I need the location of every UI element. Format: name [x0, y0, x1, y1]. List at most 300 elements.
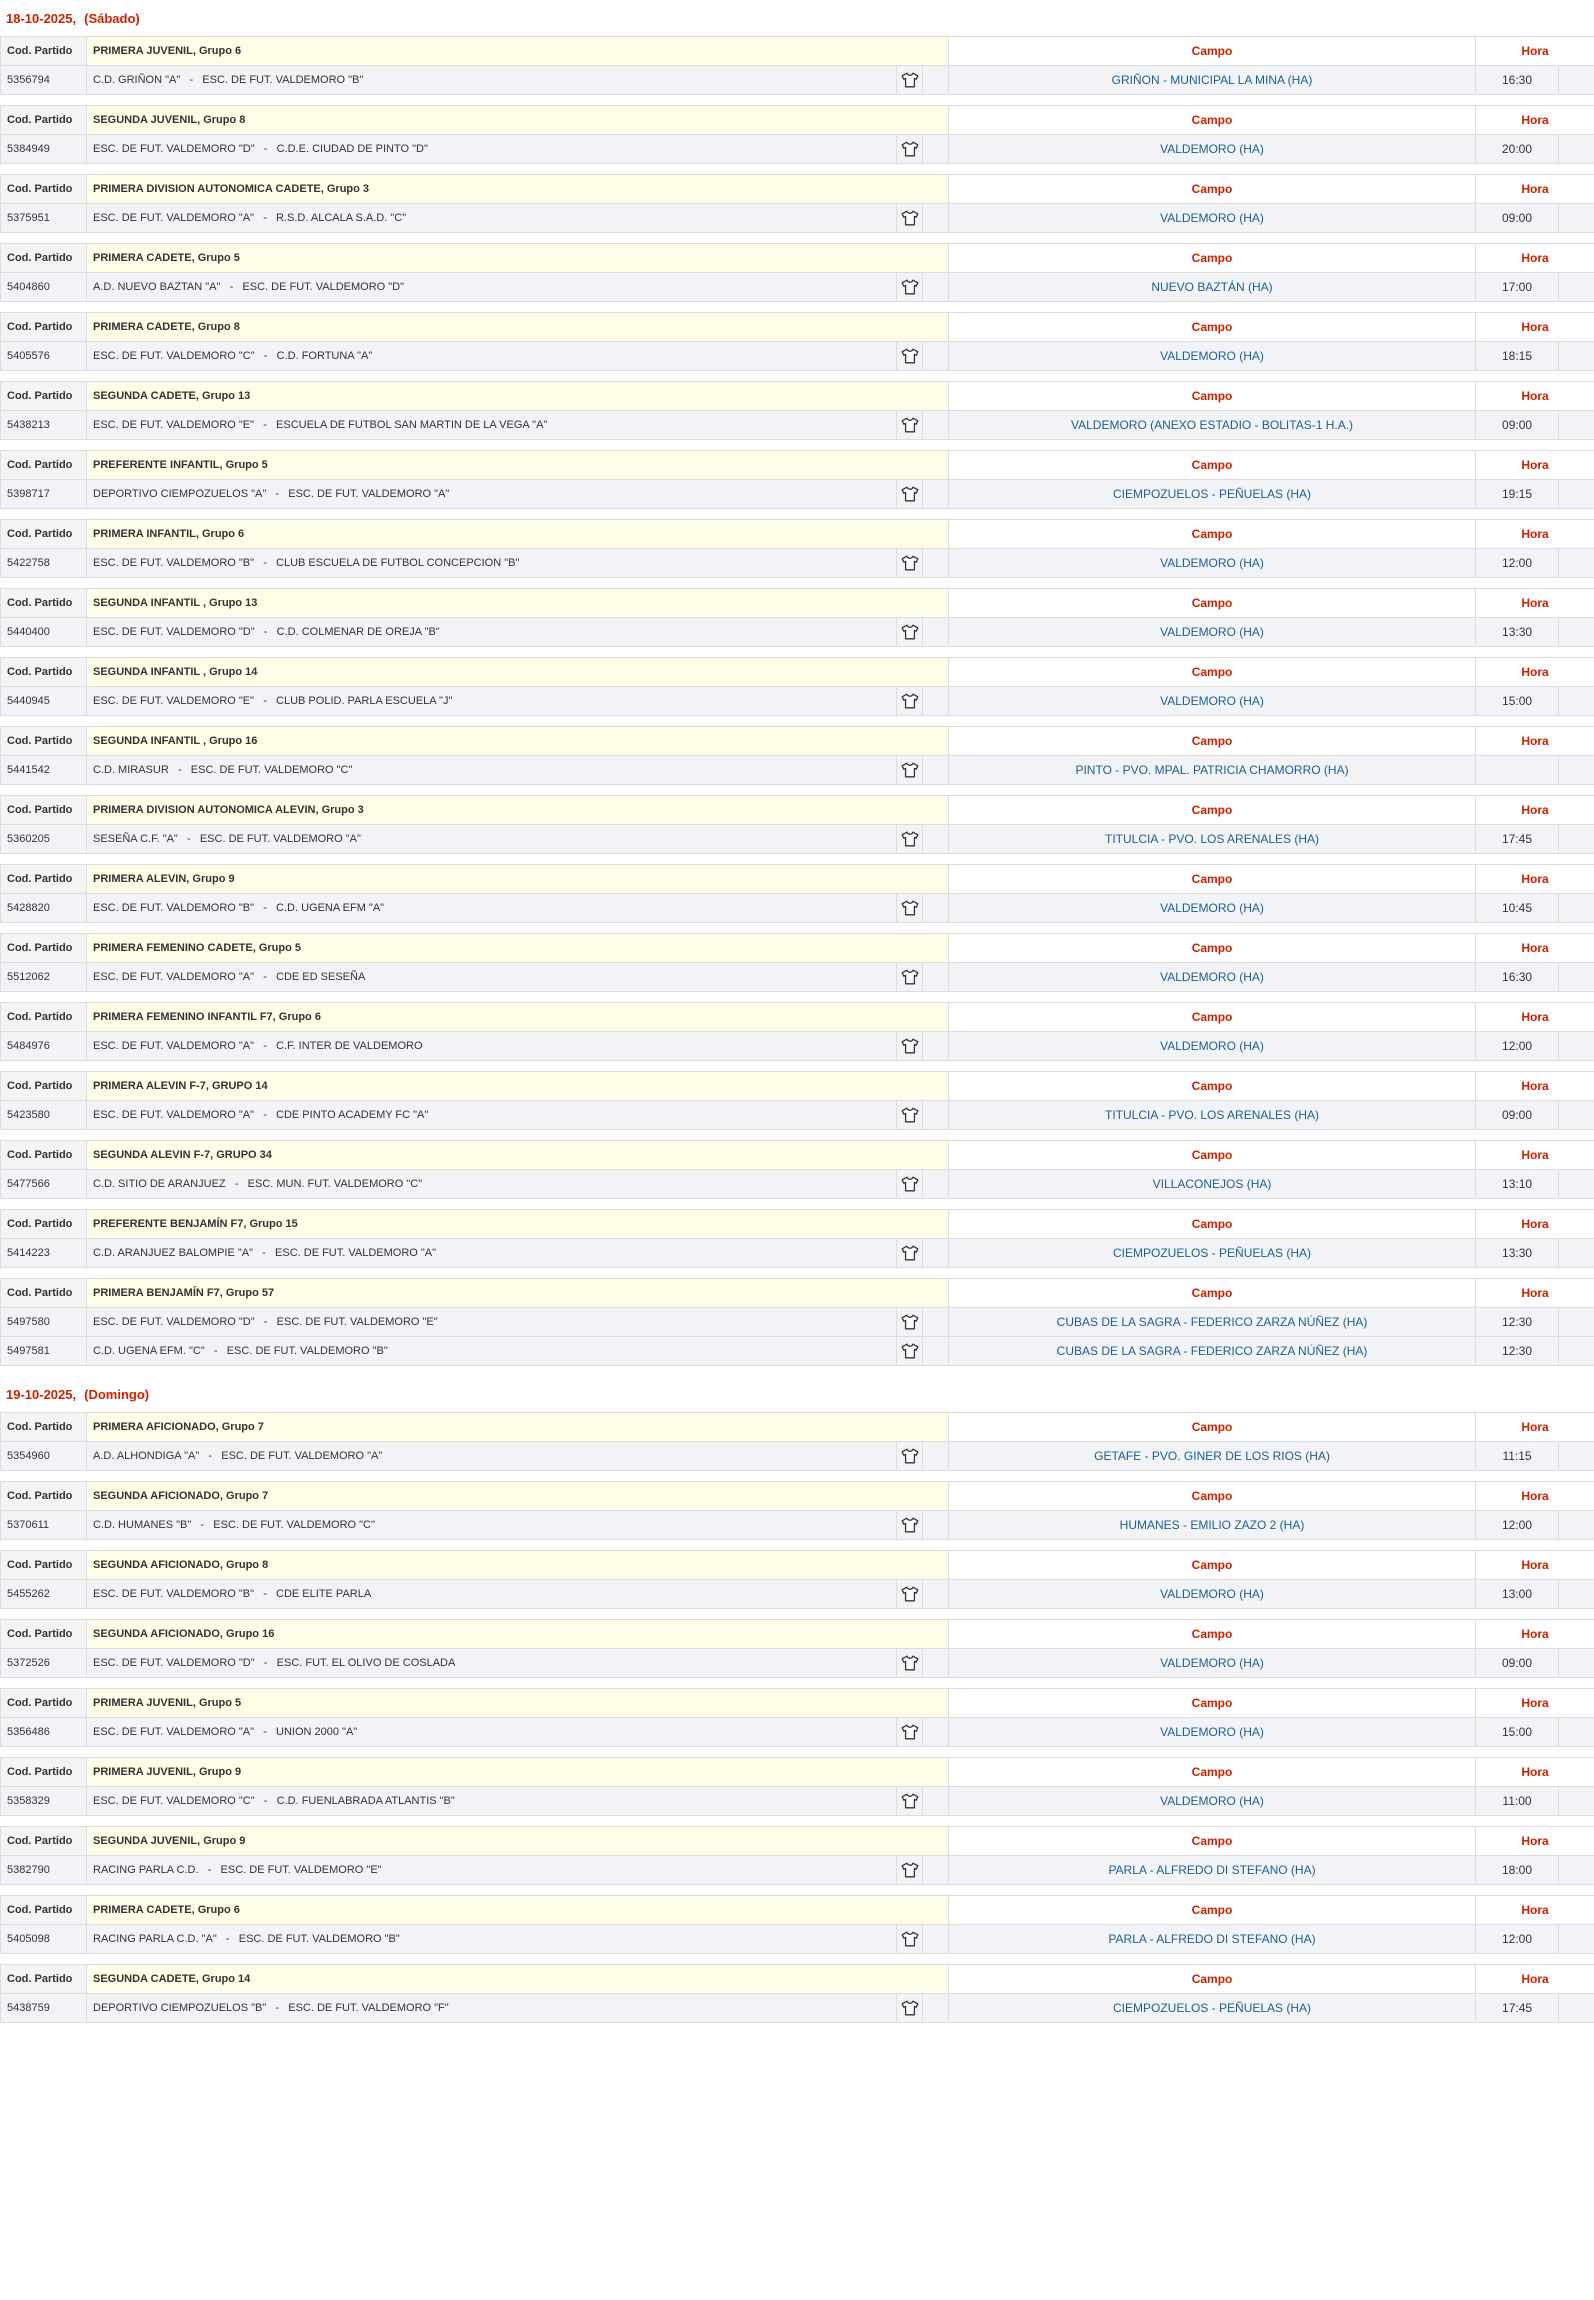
shirt-icon[interactable] — [897, 273, 923, 302]
match-table — [0, 795, 1594, 854]
day-name: (Sábado) — [84, 11, 140, 26]
group-header-row — [1, 1413, 1594, 1442]
campo-link[interactable]: VALDEMORO (HA) — [949, 1649, 1476, 1678]
match-teams[interactable] — [87, 1170, 897, 1199]
match-group — [0, 243, 1594, 302]
category-title[interactable]: PRIMERA CADETE, Grupo 5 — [87, 244, 949, 273]
home-team: ESC. DE FUT. VALDEMORO "C" — [93, 350, 255, 362]
shirt-icon[interactable] — [897, 1649, 923, 1678]
shirt-icon[interactable] — [897, 1856, 923, 1885]
match-code: 5360205 — [1, 825, 87, 854]
category-title[interactable]: PRIMERA ALEVIN, Grupo 9 — [87, 865, 949, 894]
match-table — [0, 36, 1594, 95]
empty-trailing-cell — [1559, 618, 1594, 647]
shirt-icon[interactable] — [897, 1032, 923, 1061]
match-row — [1, 894, 1594, 923]
away-team: ESC. DE FUT. VALDEMORO "E" — [220, 1864, 382, 1876]
shirt-icon[interactable] — [897, 963, 923, 992]
match-code: 5354960 — [1, 1442, 87, 1471]
empty-trailing-cell — [1559, 342, 1594, 371]
empty-cell — [923, 1925, 949, 1954]
group-header-row — [1, 313, 1594, 342]
category-title[interactable]: PRIMERA CADETE, Grupo 8 — [87, 313, 949, 342]
match-table — [0, 381, 1594, 440]
campo-link[interactable]: CIEMPOZUELOS - PEÑUELAS (HA) — [949, 1239, 1476, 1268]
team-separator: - — [263, 1316, 268, 1328]
empty-cell — [923, 204, 949, 233]
match-table — [0, 1550, 1594, 1609]
team-separator: - — [263, 1588, 267, 1600]
match-time: 12:00 — [1476, 1925, 1559, 1954]
hora-header: Hora — [1476, 1620, 1594, 1649]
match-teams[interactable] — [87, 1580, 897, 1609]
match-code: 5414223 — [1, 1239, 87, 1268]
cod-partido-header: Cod. Partido — [1, 1896, 87, 1925]
shirt-icon[interactable] — [897, 825, 923, 854]
shirt-icon[interactable] — [897, 1511, 923, 1540]
team-separator: - — [263, 143, 268, 155]
empty-cell — [923, 963, 949, 992]
match-time: 17:45 — [1476, 1994, 1559, 2023]
match-table — [0, 1895, 1594, 1954]
match-time: 13:10 — [1476, 1170, 1559, 1199]
cod-partido-header: Cod. Partido — [1, 1551, 87, 1580]
category-title[interactable]: PRIMERA FEMENINO INFANTIL F7, Grupo 6 — [87, 1003, 949, 1032]
campo-link[interactable]: TITULCIA - PVO. LOS ARENALES (HA) — [949, 1101, 1476, 1130]
match-row — [1, 687, 1594, 716]
shirt-icon[interactable] — [897, 1994, 923, 2023]
match-time: 09:00 — [1476, 1101, 1559, 1130]
shirt-icon[interactable] — [897, 756, 923, 785]
campo-link[interactable]: VALDEMORO (HA) — [949, 618, 1476, 647]
match-row — [1, 1170, 1594, 1199]
match-teams[interactable] — [87, 1649, 897, 1678]
away-team: C.D. FUENLABRADA ATLANTIS "B" — [276, 1795, 455, 1807]
campo-link[interactable]: VALDEMORO (HA) — [949, 963, 1476, 992]
shirt-icon[interactable] — [897, 480, 923, 509]
hora-header: Hora — [1476, 1141, 1594, 1170]
campo-link[interactable]: PINTO - PVO. MPAL. PATRICIA CHAMORRO (HA) — [949, 756, 1476, 785]
away-team: CDE ED SESEÑA — [276, 971, 366, 983]
group-header-row — [1, 1141, 1594, 1170]
team-separator: - — [187, 833, 191, 845]
match-code: 5356794 — [1, 66, 87, 95]
match-teams[interactable] — [87, 342, 897, 371]
shirt-icon[interactable] — [897, 618, 923, 647]
shirt-icon[interactable] — [897, 1787, 923, 1816]
campo-link[interactable]: VALDEMORO (HA) — [949, 1032, 1476, 1061]
empty-cell — [923, 1511, 949, 1540]
match-teams[interactable] — [87, 1856, 897, 1885]
category-title[interactable]: SEGUNDA AFICIONADO, Grupo 7 — [87, 1482, 949, 1511]
campo-link[interactable]: HUMANES - EMILIO ZAZO 2 (HA) — [949, 1511, 1476, 1540]
match-teams[interactable] — [87, 549, 897, 578]
shirt-icon[interactable] — [897, 1101, 923, 1130]
shirt-icon[interactable] — [897, 204, 923, 233]
match-time: 18:00 — [1476, 1856, 1559, 1885]
match-teams[interactable] — [87, 687, 897, 716]
empty-cell — [923, 342, 949, 371]
away-team: R.S.D. ALCALA S.A.D. "C" — [276, 212, 407, 224]
category-title[interactable]: PRIMERA FEMENINO CADETE, Grupo 5 — [87, 934, 949, 963]
empty-cell — [923, 1856, 949, 1885]
group-header-row — [1, 865, 1594, 894]
match-time: 09:00 — [1476, 204, 1559, 233]
cod-partido-header: Cod. Partido — [1, 1482, 87, 1511]
category-title[interactable]: PREFERENTE INFANTIL, Grupo 5 — [87, 451, 949, 480]
match-table — [0, 519, 1594, 578]
campo-link[interactable]: VALDEMORO (HA) — [949, 894, 1476, 923]
campo-header: Campo — [949, 1689, 1476, 1718]
empty-trailing-cell — [1559, 273, 1594, 302]
team-separator: - — [263, 626, 268, 638]
match-group — [0, 1412, 1594, 1471]
cod-partido-header: Cod. Partido — [1, 1689, 87, 1718]
match-group — [0, 1619, 1594, 1678]
shirt-icon[interactable] — [897, 411, 923, 440]
day-groups — [0, 1412, 1594, 2023]
group-header-row — [1, 1551, 1594, 1580]
away-team: ESC. DE FUT. VALDEMORO "E" — [276, 1316, 438, 1328]
category-title[interactable]: SEGUNDA AFICIONADO, Grupo 16 — [87, 1620, 949, 1649]
match-table — [0, 1757, 1594, 1816]
home-team: ESC. DE FUT. VALDEMORO "A" — [93, 1040, 255, 1052]
group-header-row — [1, 1482, 1594, 1511]
shirt-icon[interactable] — [897, 1718, 923, 1747]
match-row — [1, 1337, 1594, 1366]
campo-link[interactable]: CUBAS DE LA SAGRA - FEDERICO ZARZA NÚÑEZ (HA) — [949, 1337, 1476, 1366]
match-teams[interactable] — [87, 135, 897, 164]
shirt-icon[interactable] — [897, 1580, 923, 1609]
team-separator: - — [263, 971, 267, 983]
campo-link[interactable]: VALDEMORO (HA) — [949, 342, 1476, 371]
cod-partido-header: Cod. Partido — [1, 1965, 87, 1994]
shirt-icon[interactable] — [897, 1239, 923, 1268]
match-group — [0, 36, 1594, 95]
match-teams[interactable] — [87, 411, 897, 440]
category-title[interactable]: SEGUNDA JUVENIL, Grupo 8 — [87, 106, 949, 135]
match-teams[interactable] — [87, 480, 897, 509]
shirt-icon[interactable] — [897, 342, 923, 371]
campo-link[interactable]: VALDEMORO (HA) — [949, 1718, 1476, 1747]
group-header-row — [1, 1620, 1594, 1649]
empty-trailing-cell — [1559, 1170, 1594, 1199]
campo-link[interactable]: VALDEMORO (HA) — [949, 204, 1476, 233]
match-teams[interactable] — [87, 1101, 897, 1130]
category-title[interactable]: SEGUNDA INFANTIL , Grupo 16 — [87, 727, 949, 756]
campo-link[interactable]: VALDEMORO (HA) — [949, 687, 1476, 716]
campo-header: Campo — [949, 1279, 1476, 1308]
category-title[interactable]: SEGUNDA AFICIONADO, Grupo 8 — [87, 1551, 949, 1580]
match-table — [0, 1002, 1594, 1061]
match-teams[interactable] — [87, 618, 897, 647]
category-title[interactable]: PRIMERA JUVENIL, Grupo 9 — [87, 1758, 949, 1787]
match-time: 20:00 — [1476, 135, 1559, 164]
match-code: 5497580 — [1, 1308, 87, 1337]
match-table — [0, 1481, 1594, 1540]
team-separator: - — [200, 1519, 205, 1531]
category-title[interactable]: PRIMERA CADETE, Grupo 6 — [87, 1896, 949, 1925]
category-title[interactable]: SEGUNDA CADETE, Grupo 13 — [87, 382, 949, 411]
category-title[interactable]: PRIMERA INFANTIL, Grupo 6 — [87, 520, 949, 549]
team-separator: - — [275, 488, 280, 500]
match-teams[interactable] — [87, 756, 897, 785]
shirt-icon[interactable] — [897, 1925, 923, 1954]
category-title[interactable]: SEGUNDA INFANTIL , Grupo 13 — [87, 589, 949, 618]
match-time: 13:30 — [1476, 618, 1559, 647]
day-date: 18-10-2025, — [6, 11, 77, 26]
empty-trailing-cell — [1559, 963, 1594, 992]
home-team: C.D. ARANJUEZ BALOMPIE "A" — [93, 1247, 254, 1259]
match-row — [1, 1718, 1594, 1747]
match-code: 5375951 — [1, 204, 87, 233]
match-time: 11:15 — [1476, 1442, 1559, 1471]
empty-cell — [923, 1032, 949, 1061]
match-teams[interactable] — [87, 1994, 897, 2023]
empty-cell — [923, 1787, 949, 1816]
hora-header: Hora — [1476, 37, 1594, 66]
campo-header: Campo — [949, 1072, 1476, 1101]
empty-trailing-cell — [1559, 1580, 1594, 1609]
category-title[interactable]: SEGUNDA ALEVIN F-7, GRUPO 34 — [87, 1141, 949, 1170]
match-teams[interactable] — [87, 273, 897, 302]
match-row — [1, 411, 1594, 440]
match-time: 12:00 — [1476, 549, 1559, 578]
campo-header: Campo — [949, 1965, 1476, 1994]
home-team: C.D. UGENA EFM. "C" — [93, 1345, 205, 1357]
cod-partido-header: Cod. Partido — [1, 451, 87, 480]
cod-partido-header: Cod. Partido — [1, 1279, 87, 1308]
category-title[interactable]: PRIMERA BENJAMÍN F7, Grupo 57 — [87, 1279, 949, 1308]
campo-header: Campo — [949, 1210, 1476, 1239]
team-separator: - — [189, 74, 194, 86]
match-teams[interactable] — [87, 66, 897, 95]
match-teams[interactable] — [87, 1032, 897, 1061]
match-teams[interactable] — [87, 1787, 897, 1816]
campo-link[interactable]: PARLA - ALFREDO DI STEFANO (HA) — [949, 1925, 1476, 1954]
match-teams[interactable] — [87, 1442, 897, 1471]
match-teams[interactable] — [87, 825, 897, 854]
match-row — [1, 66, 1594, 95]
home-team: ESC. DE FUT. VALDEMORO "D" — [93, 1316, 255, 1328]
category-title[interactable]: SEGUNDA CADETE, Grupo 14 — [87, 1965, 949, 1994]
category-title[interactable]: SEGUNDA JUVENIL, Grupo 9 — [87, 1827, 949, 1856]
empty-trailing-cell — [1559, 1308, 1594, 1337]
match-group — [0, 933, 1594, 992]
team-separator: - — [207, 1864, 212, 1876]
category-title[interactable]: PRIMERA ALEVIN F-7, GRUPO 14 — [87, 1072, 949, 1101]
campo-link[interactable]: VALDEMORO (HA) — [949, 549, 1476, 578]
campo-header: Campo — [949, 1141, 1476, 1170]
home-team: ESC. DE FUT. VALDEMORO "B" — [93, 557, 255, 569]
campo-link[interactable]: VILLACONEJOS (HA) — [949, 1170, 1476, 1199]
away-team: ESC. MUN. FUT. VALDEMORO "C" — [247, 1178, 423, 1190]
group-header-row — [1, 727, 1594, 756]
match-teams[interactable] — [87, 1511, 897, 1540]
match-table — [0, 105, 1594, 164]
team-separator: - — [263, 902, 267, 914]
home-team: ESC. DE FUT. VALDEMORO "A" — [93, 1726, 255, 1738]
group-header-row — [1, 1279, 1594, 1308]
match-teams[interactable] — [87, 1308, 897, 1337]
shirt-icon[interactable] — [897, 1442, 923, 1471]
empty-trailing-cell — [1559, 1101, 1594, 1130]
category-title[interactable]: PRIMERA AFICIONADO, Grupo 7 — [87, 1413, 949, 1442]
home-team: RACING PARLA C.D. "A" — [93, 1933, 217, 1945]
cod-partido-header: Cod. Partido — [1, 1072, 87, 1101]
match-code: 5356486 — [1, 1718, 87, 1747]
cod-partido-header: Cod. Partido — [1, 244, 87, 273]
empty-cell — [923, 1239, 949, 1268]
hora-header: Hora — [1476, 589, 1594, 618]
category-title[interactable]: PREFERENTE BENJAMÍN F7, Grupo 15 — [87, 1210, 949, 1239]
shirt-icon[interactable] — [897, 549, 923, 578]
category-title[interactable]: PRIMERA JUVENIL, Grupo 5 — [87, 1689, 949, 1718]
hora-header: Hora — [1476, 658, 1594, 687]
group-header-row — [1, 382, 1594, 411]
away-team: ESC. DE FUT. VALDEMORO "A" — [275, 1247, 437, 1259]
match-teams[interactable] — [87, 894, 897, 923]
match-row — [1, 1994, 1594, 2023]
campo-link[interactable]: VALDEMORO (HA) — [949, 135, 1476, 164]
group-header-row — [1, 1827, 1594, 1856]
team-separator: - — [262, 1247, 266, 1259]
home-team: A.D. NUEVO BAZTAN "A" — [93, 281, 221, 293]
hora-header: Hora — [1476, 1413, 1594, 1442]
shirt-icon[interactable] — [897, 1308, 923, 1337]
hora-header: Hora — [1476, 1827, 1594, 1856]
campo-link[interactable]: NUEVO BAZTÁN (HA) — [949, 273, 1476, 302]
match-time: 12:00 — [1476, 1032, 1559, 1061]
category-title[interactable]: PRIMERA JUVENIL, Grupo 6 — [87, 37, 949, 66]
home-team: C.D. HUMANES "B" — [93, 1519, 192, 1531]
empty-cell — [923, 273, 949, 302]
match-teams[interactable] — [87, 1337, 897, 1366]
empty-trailing-cell — [1559, 687, 1594, 716]
shirt-icon[interactable] — [897, 1170, 923, 1199]
empty-trailing-cell — [1559, 549, 1594, 578]
campo-header: Campo — [949, 934, 1476, 963]
shirt-icon[interactable] — [897, 687, 923, 716]
hora-header: Hora — [1476, 1210, 1594, 1239]
match-table — [0, 1964, 1594, 2023]
campo-link[interactable]: CUBAS DE LA SAGRA - FEDERICO ZARZA NÚÑEZ (HA) — [949, 1308, 1476, 1337]
day-header — [0, 1376, 1594, 1412]
shirt-icon[interactable] — [897, 135, 923, 164]
empty-trailing-cell — [1559, 1511, 1594, 1540]
group-header-row — [1, 520, 1594, 549]
cod-partido-header: Cod. Partido — [1, 1210, 87, 1239]
match-teams[interactable] — [87, 1239, 897, 1268]
match-table — [0, 1209, 1594, 1268]
match-table — [0, 1619, 1594, 1678]
shirt-icon[interactable] — [897, 66, 923, 95]
match-group — [0, 105, 1594, 164]
match-row — [1, 1925, 1594, 1954]
campo-link[interactable]: CIEMPOZUELOS - PEÑUELAS (HA) — [949, 480, 1476, 509]
match-group — [0, 588, 1594, 647]
match-row — [1, 1308, 1594, 1337]
match-code: 5440400 — [1, 618, 87, 647]
campo-link[interactable]: VALDEMORO (ANEXO ESTADIO - BOLITAS-1 H.A.) — [949, 411, 1476, 440]
away-team: CLUB ESCUELA DE FUTBOL CONCEPCION "B" — [276, 557, 520, 569]
match-row — [1, 825, 1594, 854]
empty-trailing-cell — [1559, 1787, 1594, 1816]
campo-link[interactable]: CIEMPOZUELOS - PEÑUELAS (HA) — [949, 1994, 1476, 2023]
away-team: ESC. FUT. EL OLIVO DE COSLADA — [276, 1657, 456, 1669]
category-title[interactable]: PRIMERA DIVISION AUTONOMICA ALEVIN, Grupo 3 — [87, 796, 949, 825]
match-row — [1, 618, 1594, 647]
team-separator: - — [177, 764, 182, 776]
match-teams[interactable] — [87, 1925, 897, 1954]
match-teams[interactable] — [87, 1718, 897, 1747]
empty-trailing-cell — [1559, 480, 1594, 509]
home-team: ESC. DE FUT. VALDEMORO "A" — [93, 1109, 255, 1121]
match-teams[interactable] — [87, 204, 897, 233]
shirt-icon[interactable] — [897, 1337, 923, 1366]
campo-link[interactable]: VALDEMORO (HA) — [949, 1787, 1476, 1816]
match-teams[interactable] — [87, 963, 897, 992]
group-header-row — [1, 1896, 1594, 1925]
away-team: ESC. DE FUT. VALDEMORO "A" — [221, 1450, 383, 1462]
empty-cell — [923, 1649, 949, 1678]
day-header — [0, 0, 1594, 36]
match-group — [0, 795, 1594, 854]
team-separator: - — [263, 1795, 268, 1807]
team-separator: - — [234, 1178, 239, 1190]
away-team: C.D. COLMENAR DE OREJA "B" — [276, 626, 440, 638]
away-team: ESC. DE FUT. VALDEMORO "A" — [199, 833, 361, 845]
match-time: 19:15 — [1476, 480, 1559, 509]
match-code: 5358329 — [1, 1787, 87, 1816]
match-row — [1, 756, 1594, 785]
away-team: C.D. UGENA EFM "A" — [276, 902, 385, 914]
hora-header: Hora — [1476, 1896, 1594, 1925]
match-group — [0, 1550, 1594, 1609]
campo-link[interactable]: TITULCIA - PVO. LOS ARENALES (HA) — [949, 825, 1476, 854]
cod-partido-header: Cod. Partido — [1, 1003, 87, 1032]
category-title[interactable]: SEGUNDA INFANTIL , Grupo 14 — [87, 658, 949, 687]
group-header-row — [1, 37, 1594, 66]
team-separator: - — [225, 1933, 230, 1945]
match-table — [0, 1412, 1594, 1471]
category-title[interactable]: PRIMERA DIVISION AUTONOMICA CADETE, Grupo 3 — [87, 175, 949, 204]
campo-link[interactable]: PARLA - ALFREDO DI STEFANO (HA) — [949, 1856, 1476, 1885]
home-team: ESC. DE FUT. VALDEMORO "D" — [93, 626, 255, 638]
group-header-row — [1, 106, 1594, 135]
match-group — [0, 312, 1594, 371]
match-row — [1, 135, 1594, 164]
cod-partido-header: Cod. Partido — [1, 382, 87, 411]
campo-header: Campo — [949, 1896, 1476, 1925]
hora-header: Hora — [1476, 382, 1594, 411]
campo-link[interactable]: GRIÑON - MUNICIPAL LA MINA (HA) — [949, 66, 1476, 95]
empty-cell — [923, 687, 949, 716]
empty-trailing-cell — [1559, 66, 1594, 95]
campo-link[interactable]: GETAFE - PVO. GINER DE LOS RIOS (HA) — [949, 1442, 1476, 1471]
away-team: CDE PINTO ACADEMY FC "A" — [276, 1109, 429, 1121]
cod-partido-header: Cod. Partido — [1, 520, 87, 549]
empty-cell — [923, 825, 949, 854]
campo-link[interactable]: VALDEMORO (HA) — [949, 1580, 1476, 1609]
empty-trailing-cell — [1559, 825, 1594, 854]
shirt-icon[interactable] — [897, 894, 923, 923]
team-separator: - — [263, 350, 268, 362]
campo-header: Campo — [949, 1551, 1476, 1580]
match-code: 5428820 — [1, 894, 87, 923]
match-table — [0, 933, 1594, 992]
team-separator: - — [229, 281, 234, 293]
